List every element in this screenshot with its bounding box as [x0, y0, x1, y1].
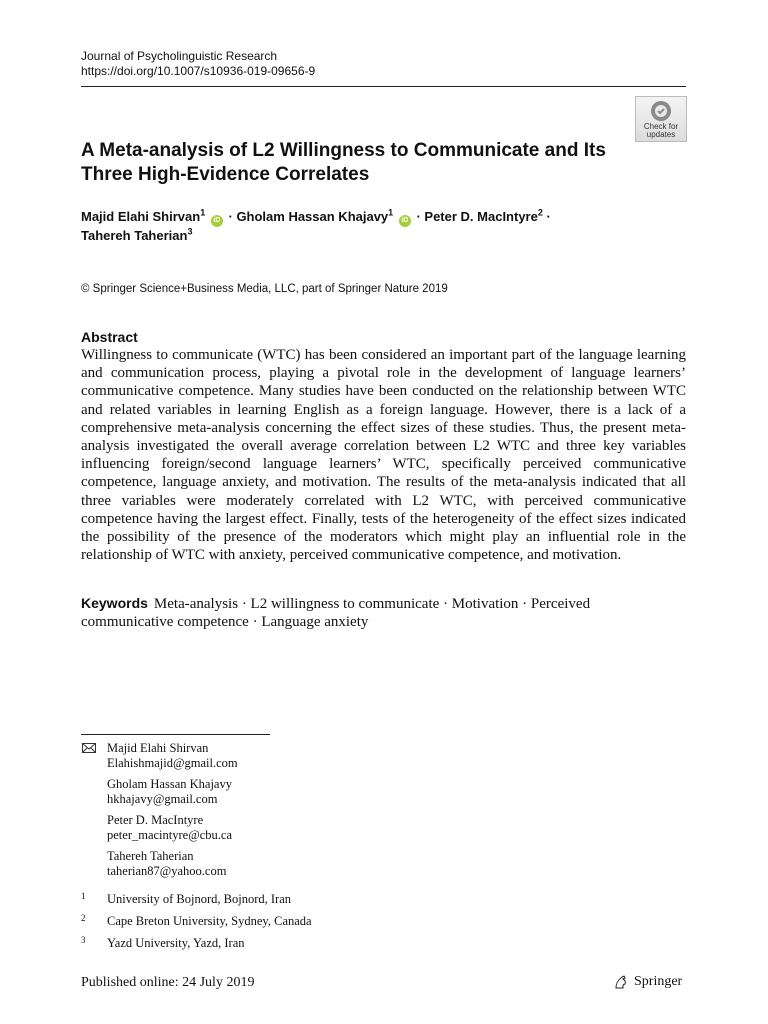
contact-email[interactable]: peter_macintyre@cbu.ca [107, 828, 232, 842]
springer-horse-icon [613, 974, 629, 990]
header-rule [81, 86, 686, 87]
affiliation-entry [81, 892, 581, 907]
contact-name: Tahereh Taherian [107, 849, 194, 863]
author-list [81, 208, 681, 245]
journal-name: Journal of Psycholinguistic Research [81, 49, 278, 63]
author-name: Majid Elahi Shirvan [81, 209, 201, 224]
contact-email[interactable]: taherian87@yahoo.com [107, 864, 227, 878]
keywords-text: Meta-analysis · L2 willingness to communicate · Motivation · Perceived communicative competence · Language anxiety [81, 596, 591, 631]
copyright-notice: © Springer Science+Business Media, LLC, part of Springer Nature 2019 [81, 283, 448, 295]
author-separator: · [228, 209, 233, 224]
author-affil-number: 2 [537, 207, 543, 218]
affiliation-entry [81, 936, 581, 951]
author-name: Peter D. MacIntyre [424, 209, 538, 224]
author-name: Tahereh Taherian [81, 228, 188, 243]
abstract-heading: Abstract [81, 329, 138, 345]
orcid-icon[interactable]: iD [399, 215, 411, 227]
author-affil-number: 1 [200, 207, 206, 218]
orcid-icon[interactable]: iD [211, 215, 223, 227]
keywords-label: Keywords [81, 595, 148, 611]
contact-entry [81, 777, 481, 807]
affiliation-number: 3 [81, 935, 86, 945]
contact-name: Peter D. MacIntyre [107, 813, 204, 827]
affiliation-text: Cape Breton University, Sydney, Canada [107, 914, 312, 928]
affiliation-list [81, 892, 581, 958]
contact-email[interactable]: hkhajavy@gmail.com [107, 792, 218, 806]
affiliation-text: Yazd University, Yazd, Iran [107, 936, 245, 950]
badge-line-1: Check for [643, 122, 679, 131]
contact-name: Majid Elahi Shirvan [107, 741, 209, 755]
author-name: Gholam Hassan Khajavy [236, 209, 389, 224]
contact-entry [81, 813, 481, 843]
envelope-icon [82, 743, 96, 753]
contact-name: Gholam Hassan Khajavy [107, 777, 232, 791]
paper-title [81, 139, 641, 187]
affiliation-text: University of Bojnord, Bojnord, Iran [107, 892, 292, 906]
author-affil-number: 1 [388, 207, 394, 218]
check-for-updates-icon [649, 99, 673, 123]
publisher-name: Springer [634, 974, 683, 989]
author-separator: · [416, 209, 421, 224]
contact-list [81, 741, 481, 885]
affiliation-number: 2 [81, 913, 86, 923]
abstract-text: Willingness to communicate (WTC) has been considered an important part of the language learning and communication process, playing a pivotal role in the development of language learners’ communicative competence. Many studies have been conducted on the relationship between WTC and related variables in learning English as a foreign language. However, there is a lack of a comprehensive meta-analysis concerning the effect sizes of these studies. Thus, the present meta-analysis investigated the overall average correlation between L2 WTC and three key variables influencing foreign/second language learners’ WTC, specifically perceived communicative competence, language anxiety, and motivation. The results of the meta-analysis indicated that all three variables were moderately correlated with L2 WTC, with perceived communicative competence having the largest effect. Finally, tests of the heterogeneity of the effect sizes indicated the possibility of the presence of the moderators which might play an influential role in the relationship of WTC with anxiety, perceived communicative competence, and motivation. [81, 347, 686, 564]
published-date: Published online: 24 July 2019 [81, 975, 255, 990]
contact-entry [81, 849, 481, 879]
keywords [81, 594, 686, 631]
journal-header [81, 49, 315, 79]
publisher-logo[interactable] [613, 974, 682, 990]
contact-entry [81, 741, 481, 771]
affiliation-number: 1 [81, 891, 86, 901]
title-line-2: Three High-Evidence Correlates [81, 164, 370, 185]
author-separator: · [546, 209, 551, 224]
author-affil-number: 3 [187, 226, 193, 237]
badge-line-2: updates [646, 130, 676, 139]
doi-link[interactable]: https://doi.org/10.1007/s10936-019-09656-9 [81, 64, 316, 78]
contact-email[interactable]: Elahishmajid@gmail.com [107, 756, 238, 770]
check-for-updates-badge[interactable] [635, 96, 687, 142]
title-line-1: A Meta-analysis of L2 Willingness to Communicate and Its [81, 140, 606, 161]
affiliation-entry [81, 914, 581, 929]
footnote-rule [81, 734, 270, 735]
